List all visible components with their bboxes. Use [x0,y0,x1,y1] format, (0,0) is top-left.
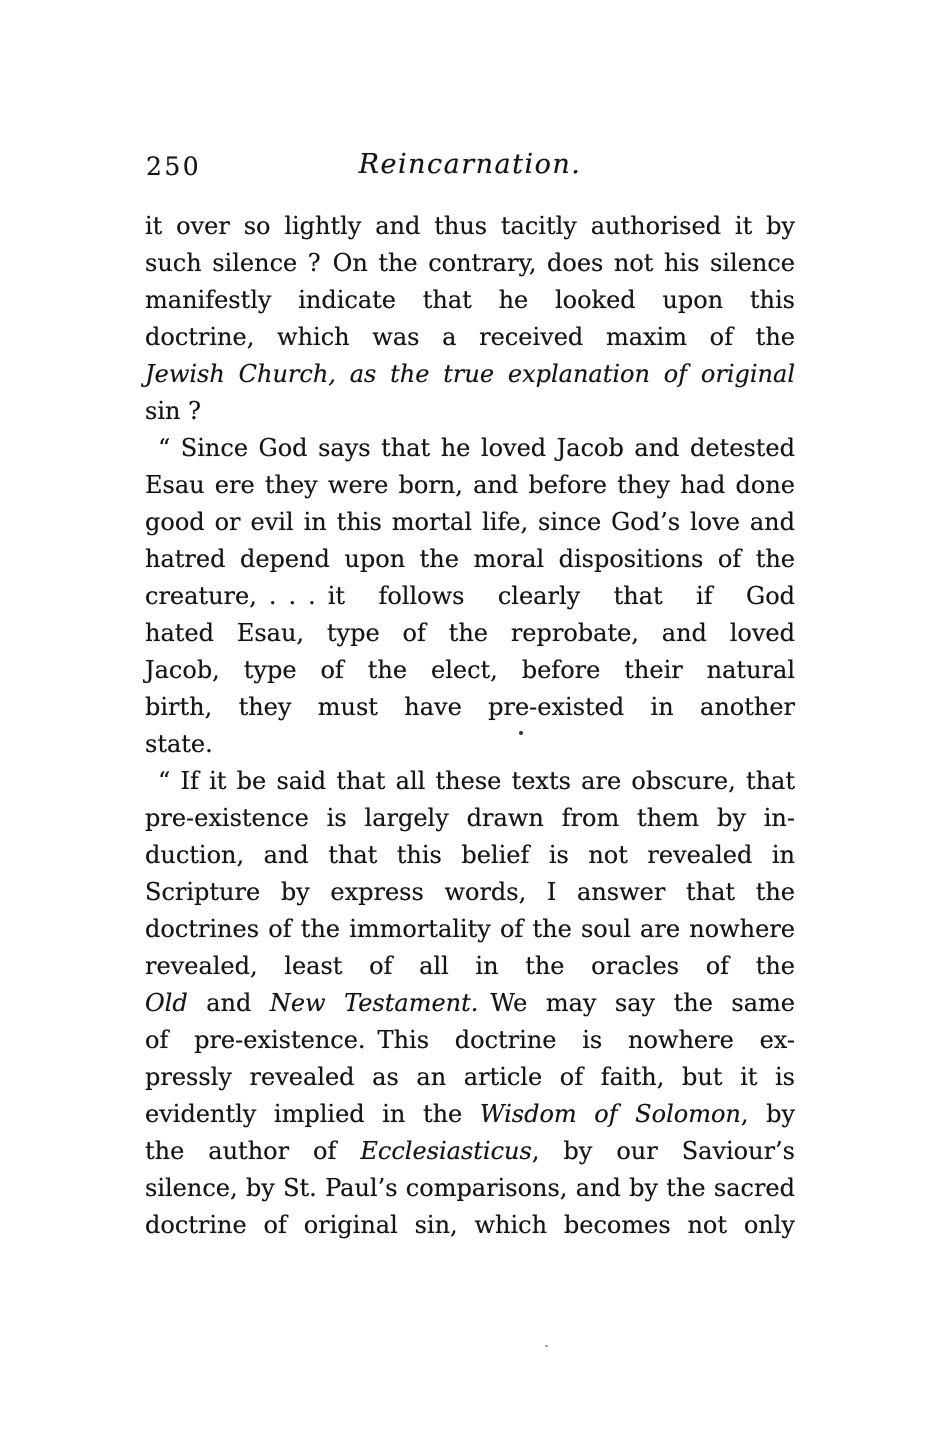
scan-speck [545,1345,548,1347]
text-line [145,1096,795,1133]
text-line [145,726,795,763]
text-line [145,393,795,430]
text-segment: , by [740,1100,795,1128]
text-line [145,282,795,319]
text-line [145,208,795,245]
text-segment: duction, and that this belief is not revealed in [145,841,795,869]
text-segment: We may say the same [478,989,795,1017]
text-line [145,541,795,578]
text-line [145,504,795,541]
text-segment: and [187,989,270,1017]
text-line [145,1133,795,1170]
text-line [145,1207,795,1244]
text-line [145,430,795,467]
page-title: Reincarnation. [358,149,582,180]
text-line [145,800,795,837]
text-segment: sin ? [145,397,201,425]
text-segment: “ Since God says that he loved Jacob and detested [158,434,795,462]
text-segment: good or evil in this mortal life, since God’s love and [145,508,795,536]
text-segment: it over so lightly and thus tacitly authorised it by [145,212,795,240]
text-segment: silence, by St. Paul’s comparisons, and by the sacred [145,1174,795,1202]
text-segment: such silence ? On the contrary, does not his silence [145,249,795,277]
text-line [145,319,795,356]
text-line [145,1059,795,1096]
text-line [145,874,795,911]
text-segment: manifestly indicate that he looked upon this [145,286,795,314]
text-segment: hatred depend upon the moral dispositions of the [145,545,795,573]
text-segment: pressly revealed as an article of faith, but it is [145,1063,795,1091]
text-segment: creature, . . . it follows clearly that if God [145,582,795,610]
text-line [145,615,795,652]
text-segment: the author of [145,1137,361,1165]
text-segment: Jacob, type of the elect, before their natural [145,656,795,684]
italic-text: Ecclesiasticus [360,1137,532,1165]
text-line [145,948,795,985]
text-line [145,763,795,800]
paragraph [145,763,795,1244]
text-segment: of pre-existence. This doctrine is nowhere ex- [145,1026,795,1054]
text-segment: doctrine of original sin, which becomes not only [145,1211,795,1239]
text-segment: Esau ere they were born, and before they had done [145,471,795,499]
text-segment: , by our Saviour’s [531,1137,796,1165]
text-segment: “ If it be said that all these texts are obscure, that [158,767,795,795]
running-header [145,149,795,185]
text-line [145,578,795,615]
text-line [145,985,795,1022]
text-segment: revealed, least of all in the oracles of the [145,952,795,980]
text-line [145,911,795,948]
text-line [145,467,795,504]
page-number: 250 [146,152,202,181]
text-segment: state. [145,730,213,758]
paragraph [145,430,795,763]
text-line [145,356,795,393]
text-segment: doctrines of the immortality of the soul are nowhere [145,915,795,943]
italic-text: Old [145,989,188,1017]
italic-text: Jewish Church, as the true explanation of original [145,360,795,388]
text-line [145,689,795,726]
text-line [145,1170,795,1207]
text-segment: doctrine, which was a received maxim of the [145,323,795,351]
scan-speck [519,731,523,735]
text-segment: hated Esau, type of the reprobate, and loved [145,619,795,647]
text-segment: pre-existence is largely drawn from them by in- [145,804,795,832]
text-segment: birth, they must have pre-existed in another [145,693,795,721]
text-body [145,208,795,1244]
text-segment: Scripture by express words, I answer that the [145,878,795,906]
paragraph [145,208,795,430]
text-line [145,837,795,874]
italic-text: Wisdom of Solomon [479,1100,741,1128]
text-line [145,1022,795,1059]
italic-text: New Testament. [269,989,479,1017]
text-line [145,652,795,689]
text-line [145,245,795,282]
text-segment: evidently implied in the [145,1100,480,1128]
